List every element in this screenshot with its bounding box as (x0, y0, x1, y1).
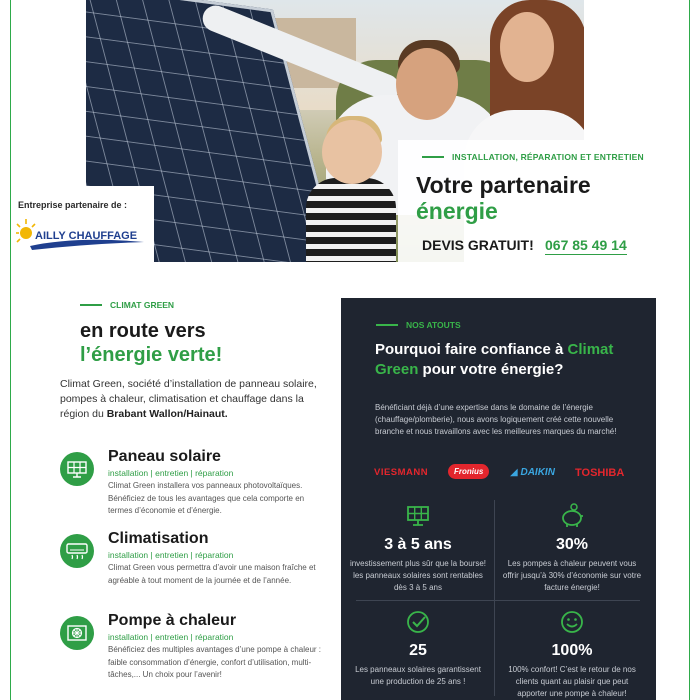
stat-description: Les pompes à chaleur peuvent vous offrir jusqu’à 30% d’économie sur votre facture énergie! (502, 559, 642, 592)
stat-value: 100% (551, 642, 593, 659)
intro-text: Climat Green, société d’installation de panneau solaire, pompes à chaleur, climatisation et chauffage dans la région du Brabant Wallon/Hainaut. (60, 378, 317, 420)
air-conditioner-icon (60, 534, 94, 568)
brand-logos (372, 464, 636, 484)
stat-description: investissement plus sûr que la bourse! les panneaux solaires sont rentables dès 3 à 5 ans (349, 559, 487, 592)
smiley-icon (558, 608, 586, 636)
stat-value: 3 à 5 ans (384, 536, 452, 553)
service-subtitle: installation | entretien | réparation (108, 550, 234, 560)
service-title: Climatisation (108, 530, 209, 547)
stat-economie (502, 502, 642, 594)
section-heading-highlight: l’énergie verte! (80, 344, 223, 366)
brand-fronius: Fronius (448, 464, 489, 479)
climat-green-tag: CLIMAT GREEN (80, 300, 174, 310)
service-description: Climat Green installera vos panneaux photovoltaïques. Bénéficiez de tous les avantages que cela comporte en termes d’économie et d’énergie. (108, 481, 305, 515)
stat-garantie (348, 608, 488, 688)
service-description: Climat Green vous permettra d’avoir une maison fraîche et agréable à tout moment de la journée et de l’année. (108, 563, 316, 585)
stat-description: Les panneaux solaires garantissent une production de 25 ans ! (355, 665, 481, 686)
brand-daikin: ◢ DAIKIN (510, 467, 555, 478)
partner-label: Entreprise partenaire de : (18, 200, 128, 210)
stat-value: 30% (555, 536, 589, 553)
partner-logo[interactable] (16, 218, 148, 252)
brand-viessmann: VIESMANN (374, 467, 429, 478)
stat-value: 25 (409, 642, 427, 659)
service-description: Bénéficiez des multiples avantages d’une pompe à chaleur : faible consommation d’énergie, confort d’utilisation, multi-tâches,... Un choix pour l’avenir! (108, 645, 322, 679)
piggy-bank-icon (558, 502, 586, 530)
atouts-title: Pourquoi faire confiance à Climat Green pour votre énergie? (375, 341, 614, 378)
service-subtitle: installation | entretien | réparation (108, 632, 234, 642)
devis-label: DEVIS GRATUIT! (422, 237, 534, 253)
service-title: Paneau solaire (108, 448, 221, 465)
partner-logo-text: AILLY CHAUFFAGE (35, 230, 138, 242)
phone-link[interactable]: 067 85 49 14 (545, 237, 627, 253)
check-circle-icon (404, 608, 432, 636)
hero-title-highlight: énergie (416, 198, 498, 224)
atouts-tag: NOS ATOUTS (376, 320, 461, 330)
service-subtitle: installation | entretien | réparation (108, 468, 234, 478)
service-title: Pompe à chaleur (108, 612, 237, 629)
grid-divider-horizontal (356, 600, 640, 601)
stat-rentabilite (348, 502, 488, 594)
grid-divider-vertical (494, 500, 495, 696)
stat-confort (502, 608, 642, 700)
brand-toshiba: TOSHIBA (575, 467, 625, 479)
solar-panel-icon (60, 452, 94, 486)
atouts-description: Bénéficiant déjà d’une expertise dans le domaine de l’énergie (chauffage/plomberie), nous avons logiquement créé cette nouvelle branche et nous travaillons avec les meilleures marques du marché! (375, 403, 617, 436)
stat-description: 100% confort! C’est le retour de nos clients quant au plaisir que peut apporter une pompe à chaleur! (508, 665, 636, 698)
section-heading: en route vers (80, 320, 206, 342)
solar-panel-icon (404, 502, 432, 530)
hero-title: Votre partenaire (416, 172, 591, 198)
hero-tag: INSTALLATION, RÉPARATION ET ENTRETIEN (422, 152, 644, 162)
heat-pump-icon (60, 616, 94, 650)
